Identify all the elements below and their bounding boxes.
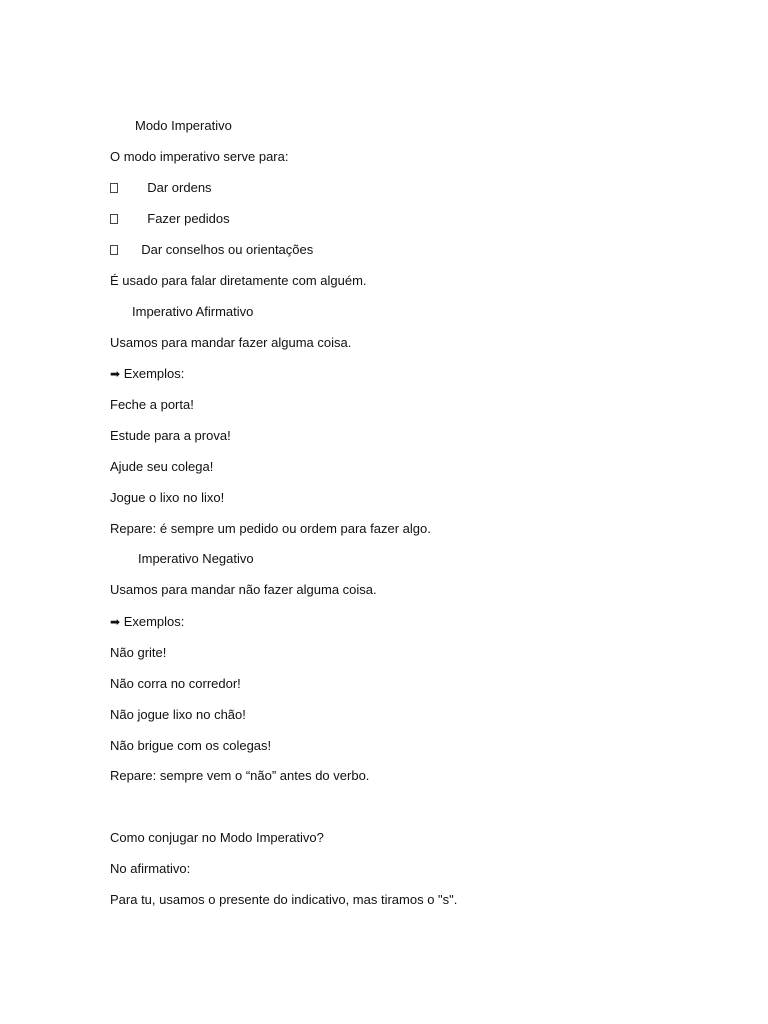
negative-description: Usamos para mandar não fazer alguma coisa. [110, 582, 377, 597]
bullet-text: Fazer pedidos [147, 211, 230, 226]
bullet-text: Dar conselhos ou orientações [141, 242, 314, 257]
affirmative-label: No afirmativo: [110, 861, 191, 876]
right-arrow-icon: ➡ [110, 615, 121, 629]
affirmative-examples-label [110, 366, 184, 382]
bullet-item [110, 211, 230, 227]
affirmative-heading: Imperativo Afirmativo [132, 304, 254, 319]
example-line: Não jogue lixo no chão! [110, 707, 246, 722]
missing-glyph-box-icon [110, 245, 118, 255]
right-arrow-icon: ➡ [110, 367, 121, 381]
negative-examples-label [110, 614, 184, 630]
negative-heading: Imperativo Negativo [138, 551, 254, 566]
intro-text: O modo imperativo serve para: [110, 149, 289, 164]
examples-label-text: Exemplos: [123, 614, 185, 629]
document-title: Modo Imperativo [135, 118, 232, 133]
bullet-item [110, 180, 212, 196]
rule-tu: Para tu, usamos o presente do indicativo, mas tiramos o "s". [110, 892, 458, 907]
example-line: Ajude seu colega! [110, 459, 214, 474]
missing-glyph-box-icon [110, 214, 118, 224]
example-line: Jogue o lixo no lixo! [110, 490, 225, 505]
affirmative-description: Usamos para mandar fazer alguma coisa. [110, 335, 352, 350]
bullet-item [110, 242, 313, 258]
example-line: Feche a porta! [110, 397, 194, 412]
examples-label-text: Exemplos: [123, 366, 185, 381]
example-line: Não brigue com os colegas! [110, 738, 272, 753]
missing-glyph-box-icon [110, 183, 118, 193]
example-line: Não grite! [110, 645, 167, 660]
usage-text: É usado para falar diretamente com alguém. [110, 273, 367, 288]
example-line: Não corra no corredor! [110, 676, 241, 691]
affirmative-note: Repare: é sempre um pedido ou ordem para fazer algo. [110, 521, 431, 536]
bullet-text: Dar ordens [147, 180, 212, 195]
example-line: Estude para a prova! [110, 428, 231, 443]
negative-note: Repare: sempre vem o “não” antes do verbo. [110, 768, 370, 783]
conjugation-question: Como conjugar no Modo Imperativo? [110, 830, 324, 845]
